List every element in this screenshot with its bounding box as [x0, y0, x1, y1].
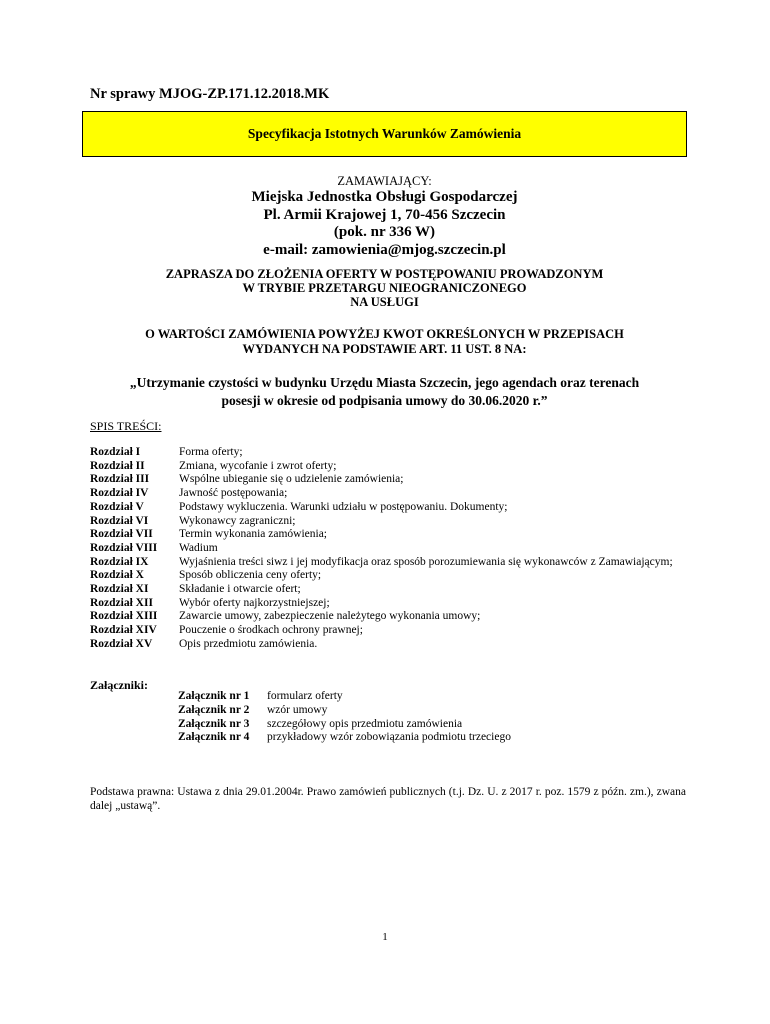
toc-chapter-title: Jawność postępowania;: [179, 487, 288, 500]
ordering-party-address: Pl. Armii Krajowej 1, 70-456 Szczecin: [263, 206, 506, 223]
attachment-label: Załącznik nr 4: [178, 731, 250, 744]
toc-chapter-title: Składanie i otwarcie ofert;: [179, 583, 301, 596]
toc-chapter-title: Zawarcie umowy, zabezpieczenie należytego wykonania umowy;: [179, 610, 481, 623]
toc-row: [90, 610, 690, 624]
toc-row: [90, 515, 690, 529]
toc-chapter-label: Rozdział I: [90, 446, 141, 458]
attachment-row: [178, 704, 511, 718]
toc-chapter-label: Rozdział XI: [90, 583, 149, 596]
toc-chapter-title: Wyjaśnienia treści siwz i jej modyfikacja oraz sposób porozumiewania się wykonawców z Zamawiającym;: [179, 555, 673, 568]
invitation-line: NA USŁUGI: [350, 294, 419, 309]
attachment-label: Załącznik nr 1: [178, 690, 250, 702]
toc-row: [90, 501, 690, 515]
page-number: 1: [382, 931, 388, 943]
toc-chapter-title: Termin wykonania zamówienia;: [179, 528, 328, 541]
ordering-party-email: e-mail: zamowienia@mjog.szczecin.pl: [263, 241, 506, 258]
toc-chapter-title: Wadium: [179, 541, 218, 554]
toc-chapter-label: Rozdział VI: [90, 514, 149, 527]
toc-row: [90, 542, 690, 556]
contract-subject: [82, 374, 687, 410]
toc-chapter-title: Opis przedmiotu zamówienia.: [179, 637, 318, 650]
toc-chapter-title: Sposób obliczenia ceny oferty;: [179, 569, 322, 582]
attachment-label: Załącznik nr 3: [178, 717, 250, 730]
attachment-title: szczegółowy opis przedmiotu zamówienia: [267, 717, 463, 730]
value-clause-line: WYDANYCH NA PODSTAWIE ART. 11 UST. 8 NA:: [242, 342, 527, 356]
toc-row: [90, 528, 690, 542]
attachment-row: [178, 718, 511, 732]
toc-chapter-label: Rozdział VIII: [90, 541, 158, 554]
ordering-party-name: Miejska Jednostka Obsługi Gospodarczej: [251, 189, 518, 205]
value-clause: [82, 327, 687, 357]
toc-chapter-title: Podstawy wykluczenia. Warunki udziału w postępowaniu. Dokumenty;: [179, 500, 508, 513]
table-of-contents: [90, 446, 690, 652]
toc-chapter-label: Rozdział XIII: [90, 610, 158, 623]
attachments-list: [178, 690, 511, 745]
toc-chapter-label: Rozdział XII: [90, 596, 153, 609]
toc-chapter-title: Wspólne ubieganie się o udzielenie zamówienia;: [179, 473, 404, 486]
toc-chapter-title: Wybór oferty najkorzystniejszej;: [179, 596, 330, 609]
ordering-party-room: (pok. nr 336 W): [333, 224, 436, 240]
toc-chapter-label: Rozdział X: [90, 569, 144, 582]
toc-chapter-label: Rozdział IX: [90, 555, 149, 568]
toc-row: [90, 460, 690, 474]
invitation-line: ZAPRASZA DO ZŁOŻENIA OFERTY W POSTĘPOWANIU PROWADZONYM: [165, 267, 604, 281]
attachments-heading: Załączniki:: [90, 678, 149, 692]
toc-chapter-label: Rozdział XIV: [90, 624, 157, 637]
value-clause-line: O WARTOŚCI ZAMÓWIENIA POWYŻEJ KWOT OKREŚLONYCH W PRZEPISACH: [145, 327, 624, 341]
toc-chapter-label: Rozdział II: [90, 459, 145, 472]
attachment-title: przykładowy wzór zobowiązania podmiotu trzeciego: [267, 731, 511, 744]
toc-chapter-title: Forma oferty;: [179, 446, 243, 458]
toc-chapter-title: Zmiana, wycofanie i zwrot oferty;: [179, 459, 337, 472]
case-number: Nr sprawy MJOG-ZP.171.12.2018.MK: [90, 86, 330, 102]
toc-row: [90, 597, 690, 611]
attachment-row: [178, 731, 511, 745]
toc-row: [90, 624, 690, 638]
toc-row: [90, 583, 690, 597]
toc-heading: SPIS TREŚCI:: [90, 419, 162, 433]
contract-subject-line: posesji w okresie od podpisania umowy do 30.06.2020 r.”: [221, 393, 548, 408]
attachment-label: Załącznik nr 2: [178, 703, 250, 716]
toc-row: [90, 487, 690, 501]
attachment-title: formularz oferty: [267, 690, 343, 702]
attachment-title: wzór umowy: [267, 703, 328, 716]
toc-row: [90, 638, 690, 652]
toc-row: [90, 473, 690, 487]
invitation-line: W TRYBIE PRZETARGU NIEOGRANICZONEGO: [242, 280, 527, 295]
title-box: [82, 111, 687, 157]
toc-chapter-title: Wykonawcy zagraniczni;: [179, 514, 296, 527]
toc-chapter-label: Rozdział V: [90, 500, 144, 513]
toc-row: [90, 569, 690, 583]
invitation: [82, 268, 687, 309]
contract-subject-line: „Utrzymanie czystości w budynku Urzędu Miasta Szczecin, jego agendach oraz terenach: [129, 375, 640, 390]
toc-chapter-label: Rozdział XV: [90, 637, 153, 650]
ordering-party-label: ZAMAWIAJĄCY:: [337, 174, 432, 188]
ordering-party-details: [82, 189, 687, 259]
toc-chapter-label: Rozdział VII: [90, 528, 153, 541]
legal-basis: Podstawa prawna: Ustawa z dnia 29.01.2004r. Prawo zamówień publicznych (t.j. Dz. U. z 2017 r. poz. 1579 z późn. zm.), zwana dalej „ustawą”.: [90, 786, 686, 812]
toc-chapter-label: Rozdział IV: [90, 487, 149, 500]
toc-row: [90, 556, 690, 570]
document-title: Specyfikacja Istotnych Warunków Zamówienia: [247, 126, 522, 141]
toc-row: [90, 446, 690, 460]
toc-chapter-label: Rozdział III: [90, 473, 150, 486]
toc-chapter-title: Pouczenie o środkach ochrony prawnej;: [179, 624, 363, 637]
attachment-row: [178, 690, 511, 704]
